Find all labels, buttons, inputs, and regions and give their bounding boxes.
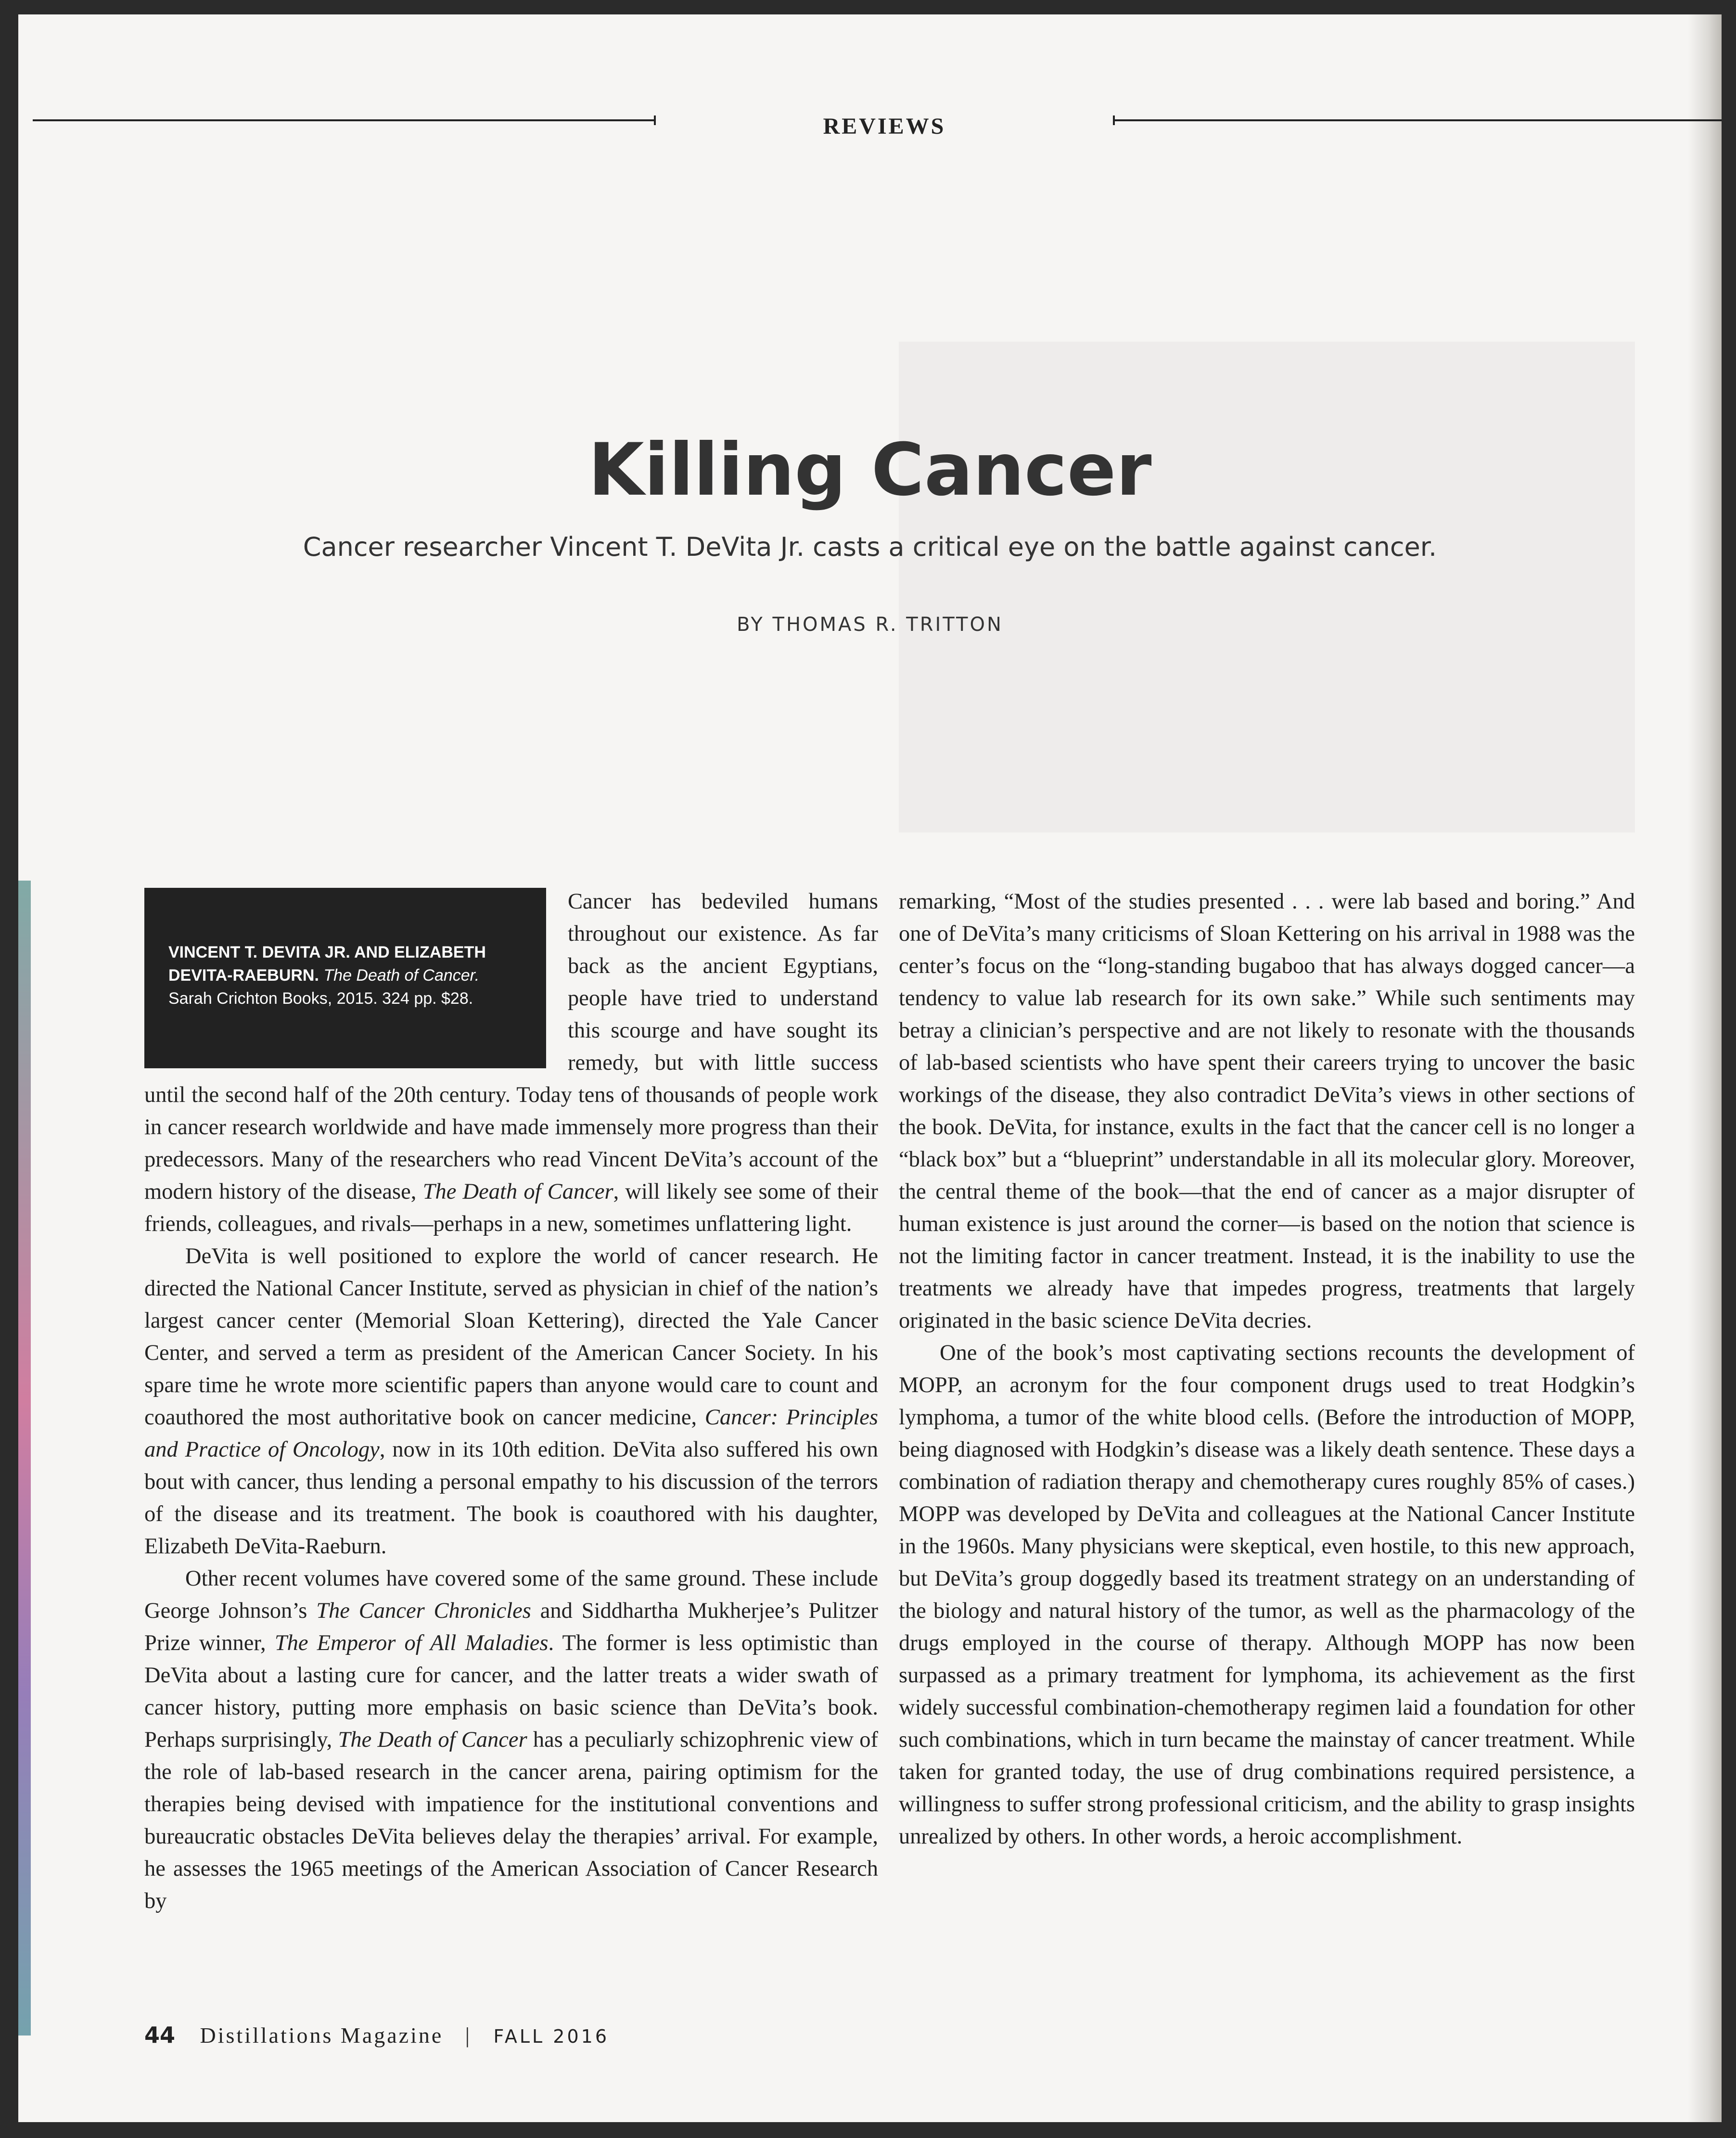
show-through-block	[899, 342, 1635, 832]
page-gutter-shadow	[1688, 14, 1722, 2122]
page-edge-color	[18, 881, 31, 2036]
issue-label: FALL 2016	[493, 2026, 609, 2047]
book-title: The Death of Cancer.	[323, 966, 480, 985]
paragraph: One of the book’s most captivating sections recounts the development of MOPP, an acronym for the four component drugs used to treat Hodgkin’s lymphoma, a tumor of the white blood cells. (Before the introduction of MOPP, being diagnosed with Hodgkin’s disease was a likely death sentence. These days a combination of radiation therapy and chemotherapy cures roughly 85% of cases.) MOPP was developed by DeVita and colleagues at the National Cancer Institute in the 1960s. Many physicians were skeptical, even hostile, to this new approach, but DeVita’s group doggedly based its treatment strategy on an understanding of the biology and natural history of the tumor, as well as the pharmacology of the drugs employed in the course of therapy. Although MOPP has now been surpassed as a primary treatment for lymphoma, its achievement as the first widely successful combination-chemotherapy regimen laid a foundation for other such combinations, which in turn became the mainstay of cancer treatment. While taken for granted today, the use of drug combinations required persistence, a willingness to suffer strong professional criticism, and the ability to grasp insights unrealized by others. In other words, a heroic accomplishment.	[899, 1341, 1635, 1849]
page-number: 44	[144, 2022, 176, 2048]
paragraph: remarking, “Most of the studies presented . . . were lab based and boring.” And one of DeVita’s many criticisms of Sloan Kettering on his arrival in 1988 was the center’s focus on the “long-standing bugaboo that has always dogged cancer—a tendency to value lab research for its own sake.” While such sentiments may betray a clinician’s perspective and are not likely to resonate with the thousands of lab-based scientists who have spent their careers trying to uncover the basic workings of the disease, they also contradict DeVita’s views in other sections of the book. DeVita, for instance, exults in the fact that the cancer cell is no longer a “black box” but a “blueprint” understandable in all its molecular glory. Moreover, the central theme of the book—that the end of cancer as a major disrupter of human existence is just around the corner—is based on the notion that science is not the limiting factor in cancer treatment. Instead, it is the inability to use the treatments we already have that impedes progress, treatments that largely originated in the basic science DeVita decries.	[899, 889, 1635, 1333]
left-column	[144, 885, 878, 1917]
section-label: REVIEWS	[823, 114, 946, 139]
right-column	[899, 885, 1635, 1853]
article-byline: BY THOMAS R. TRITTON	[737, 614, 1003, 636]
page-footer	[144, 2022, 609, 2048]
header-rule-right	[1113, 119, 1722, 121]
paragraph: DeVita is well positioned to explore the world of cancer research. He directed the National Cancer Institute, served as physician in chief of the nation’s largest cancer center (Memorial Sloan Kettering), directed the Yale Cancer Center, and served a term as president of the American Cancer Society. In his spare time he wrote more scientific papers than anyone would care to count and coauthored the most authoritative book on cancer medicine, Cancer: Principles and Practice of Oncology, now in its 10th edition. DeVita also suffered his own bout with cancer, thus lending a personal empathy to his discussion of the terrors of the disease and its treatment. The book is coauthored with his daughter, Elizabeth DeVita-Raeburn.	[144, 1244, 879, 1559]
header-rule-left	[33, 119, 656, 121]
article-subtitle: Cancer researcher Vincent T. DeVita Jr. casts a critical eye on the battle against cancer.	[303, 532, 1437, 562]
book-authors: VINCENT T. DEVITA JR. AND ELIZABETH DEVITA-RAEBURN.	[168, 943, 486, 985]
book-box-spacer	[144, 885, 568, 1075]
magazine-name: Distillations Magazine	[200, 2023, 444, 2048]
paragraph: Cancer has bedeviled humans throughout our existence. As far back as the ancient Egyptians, people have tried to understand this scourge and have sought its remedy, but with little success until the second half of the 20th century. Today tens of thousands of people work in cancer research worldwide and have made immensely more progress than their predecessors. Many of the researchers who read Vincent DeVita’s account of the modern history of the disease, The Death of Cancer, will likely see some of their friends, colleagues, and rivals—perhaps in a new, sometimes unflattering light.	[144, 889, 878, 1236]
magazine-page	[18, 14, 1722, 2122]
paragraph: Other recent volumes have covered some of the same ground. These include George Johnson’s The Cancer Chronicles and Siddhartha Mukherjee’s Pulitzer Prize winner, The Emperor of All Maladies. The former is less optimistic than DeVita about a lasting cure for cancer, and the latter treats a wider swath of cancer history, putting more emphasis on basic science than DeVita’s book. Perhaps surprisingly, The Death of Cancer has a peculiarly schizophrenic view of the role of lab-based research in the cancer arena, pairing optimism for the therapies being devised with impatience for the institutional conventions and bureaucratic obstacles DeVita believes delay the therapies’ arrival. For example, he assesses the 1965 meetings of the American Association of Cancer Research by	[144, 1566, 879, 1913]
header-rule-tick	[1113, 115, 1115, 125]
book-publisher: Sarah Crichton Books, 2015. 324 pp. $28.	[168, 989, 473, 1008]
footer-separator: |	[465, 2023, 472, 2048]
article-title: Killing Cancer	[588, 428, 1152, 512]
